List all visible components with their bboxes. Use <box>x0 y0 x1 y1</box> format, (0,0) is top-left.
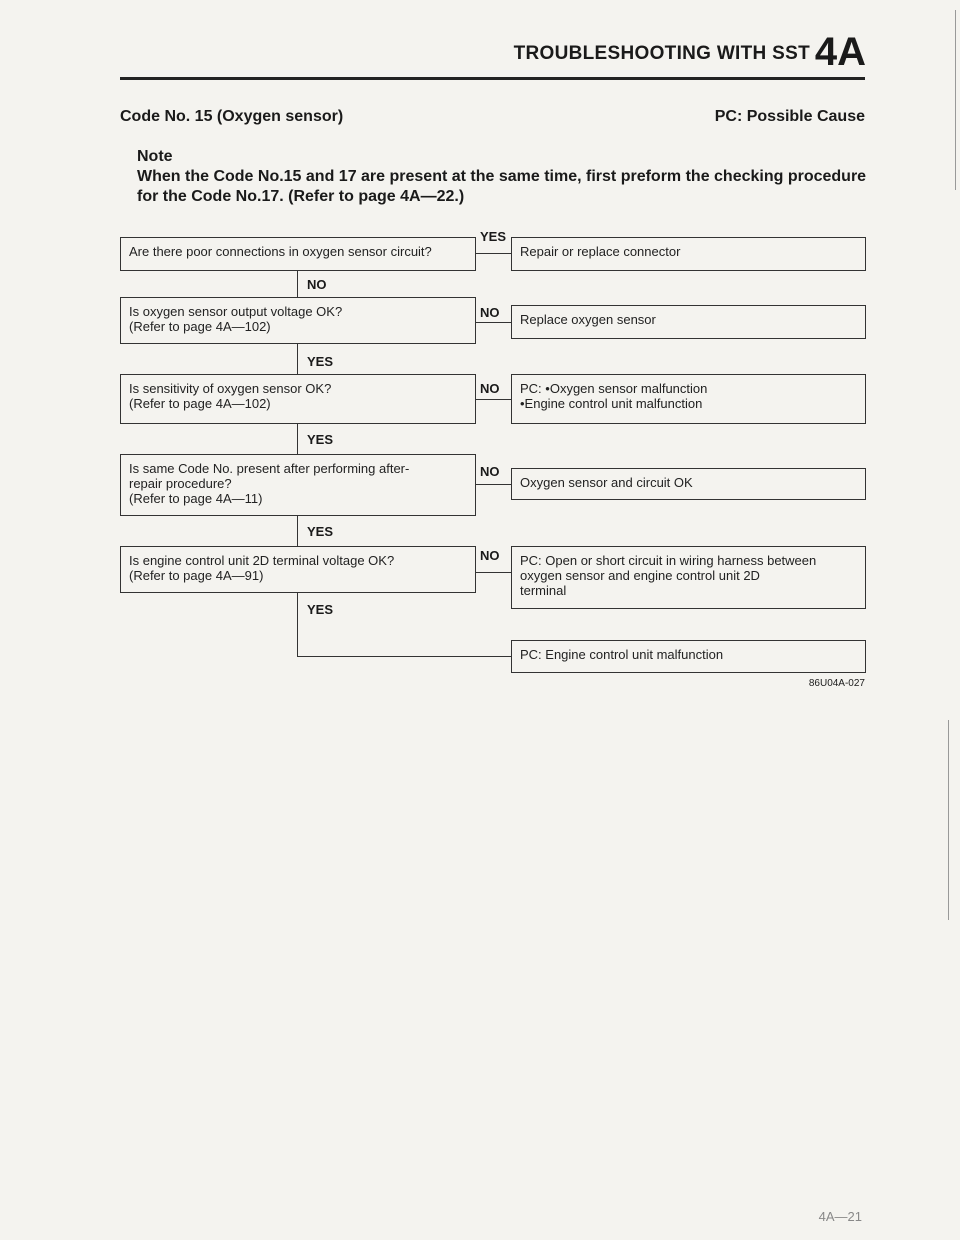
result-box-4 <box>511 468 866 500</box>
connector-line <box>297 593 298 656</box>
header-rule <box>120 77 865 80</box>
connector-line <box>297 656 511 657</box>
branch-label-5: NO <box>480 548 500 563</box>
branch-label-1: YES <box>480 229 507 244</box>
next-label-4: YES <box>307 524 334 539</box>
connector-line <box>297 516 298 546</box>
connector-line <box>297 271 298 297</box>
result-box-3 <box>511 374 866 424</box>
question-text-4: Is same Code No. present after performing after- repair procedure? (Refer to page 4A—11) <box>129 461 410 506</box>
question-text-2: Is oxygen sensor output voltage OK? (Refer to page 4A—102) <box>129 304 343 334</box>
connector-line <box>476 484 511 485</box>
running-header-title: TROUBLESHOOTING WITH SST <box>513 43 810 64</box>
code-title: Code No. 15 (Oxygen sensor) <box>120 108 344 125</box>
figure-id: 86U04A-027 <box>808 678 865 689</box>
branch-label-3: NO <box>480 381 500 396</box>
next-label-5: YES <box>307 602 334 617</box>
question-text-5: Is engine control unit 2D terminal voltage OK? (Refer to page 4A—91) <box>129 553 395 583</box>
question-box-4 <box>120 454 476 516</box>
connector-line <box>476 572 511 573</box>
result-text-1: Repair or replace connector <box>520 244 681 259</box>
result-text-5: PC: Open or short circuit in wiring harness between oxygen sensor and engine control unit 2D terminal <box>520 553 817 598</box>
scan-edge-mark <box>948 720 949 920</box>
question-box-1 <box>120 237 476 271</box>
pc-legend: PC: Possible Cause <box>714 108 865 125</box>
question-text-3: Is sensitivity of oxygen sensor OK? (Refer to page 4A—102) <box>129 381 332 411</box>
branch-label-4: NO <box>480 464 500 479</box>
result-text-4: Oxygen sensor and circuit OK <box>520 475 693 490</box>
next-label-2: YES <box>307 354 334 369</box>
connector-line <box>476 399 511 400</box>
next-label-3: YES <box>307 432 334 447</box>
section-number: 4A <box>814 30 866 74</box>
result-text-3: PC: •Oxygen sensor malfunction •Engine control unit malfunction <box>520 381 708 411</box>
final-result-box <box>511 640 866 673</box>
scan-edge-mark <box>955 10 956 190</box>
result-box-2 <box>511 305 866 339</box>
question-box-2 <box>120 297 476 344</box>
page-number: 4A—21 <box>818 1209 862 1224</box>
connector-line <box>476 253 511 254</box>
question-text-1: Are there poor connections in oxygen sensor circuit? <box>129 244 432 259</box>
final-result-text: PC: Engine control unit malfunction <box>520 647 724 662</box>
result-text-2: Replace oxygen sensor <box>520 312 656 327</box>
connector-line <box>476 322 511 323</box>
note-body: When the Code No.15 and 17 are present at the same time, first preform the checking procedure for the Code No.17. (Refer to page 4A—22.) <box>137 168 867 205</box>
next-label-1: NO <box>307 277 327 292</box>
branch-label-2: NO <box>480 305 500 320</box>
result-box-1 <box>511 237 866 271</box>
connector-line <box>297 344 298 374</box>
question-box-5 <box>120 546 476 593</box>
result-box-5 <box>511 546 866 609</box>
connector-line <box>297 424 298 454</box>
note-title: Note <box>137 148 173 165</box>
question-box-3 <box>120 374 476 424</box>
